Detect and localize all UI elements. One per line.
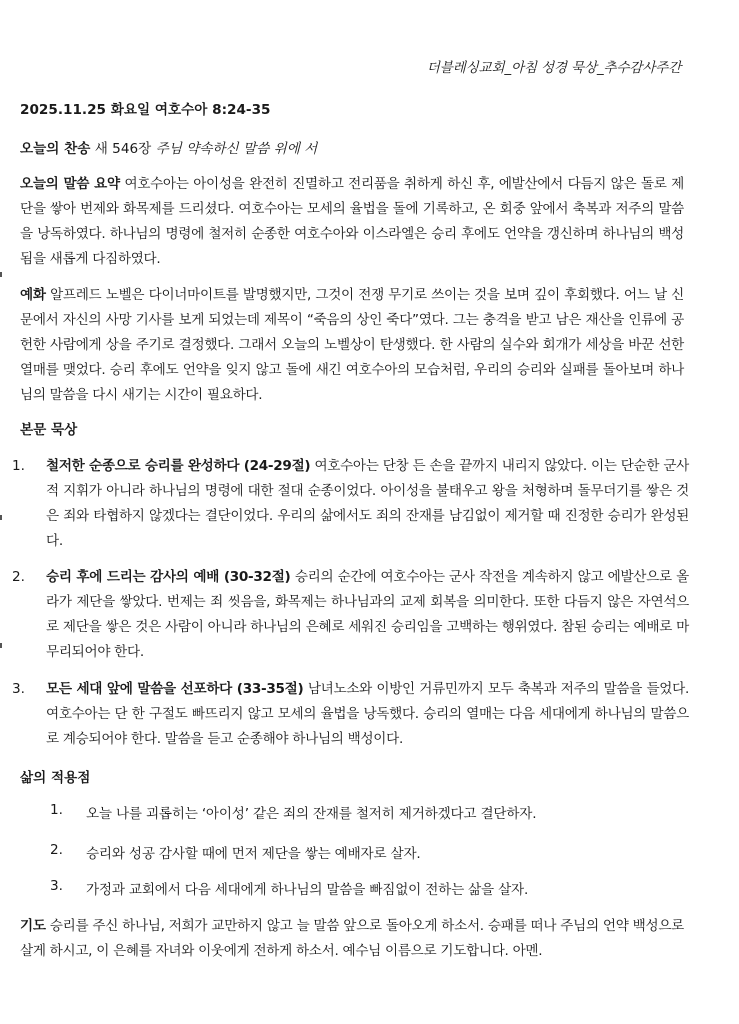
document-header: 더블레싱교회_아침 성경 묵상_추수감사주간 bbox=[426, 60, 681, 76]
margin-mark bbox=[0, 643, 2, 648]
meditation-item-number: 1. bbox=[12, 458, 25, 474]
application-item-text: 가정과 교회에서 다음 세대에게 하나님의 말씀을 빠짐없이 전하는 삶을 살자. bbox=[86, 882, 529, 898]
meditation-item-text: 남녀노소와 이방인 거류민까지 모두 축복과 저주의 말씀을 들었다. 여호수아는 단 한 구절도 빠뜨리지 않고 모세의 율법을 낭독했다. 승리의 열매는 다음 세대에게 하나님의 말씀으로 계승되어야 한다. 말씀을 듣고 순종해야 하나님의 백성이다. bbox=[46, 681, 689, 747]
application-item-text: 오늘 나를 괴롭히는 ‘아이성’ 같은 죄의 잔재를 철저히 제거하겠다고 결단하자. bbox=[86, 806, 537, 822]
meditation-item-text: 승리의 순간에 여호수아는 군사 작전을 계속하지 않고 에발산으로 올라가 제단을 쌓았다. 번제는 죄 씻음을, 화목제는 하나님과의 교제 회복을 의미한다. 또한 다듬지 않은 자연석으로 제단을 쌓은 것은 사람이 아니라 하나님의 은혜로 세워진 승리임을 고백하는 행위였다. 참된 승리는 예배로 마무리되어야 한다. bbox=[46, 569, 689, 660]
hymn-line bbox=[20, 137, 682, 157]
hymn-number: 새 546장 bbox=[94, 141, 152, 157]
application-item-number: 3. bbox=[50, 878, 63, 894]
meditation-item-heading: 모든 세대 앞에 말씀을 선포하다 (33-35절) bbox=[46, 681, 304, 697]
meditation-item-text: 여호수아는 단창 든 손을 끝까지 내리지 않았다. 이는 단순한 군사적 지휘가 아니라 하나님의 명령에 대한 절대 순종이었다. 아이성을 불태우고 왕을 처형하며 돌무더기를 쌓은 것은 죄와 타협하지 않겠다는 결단이었다. 우리의 삶에서도 죄의 잔재를 남김없이 제거할 때 진정한 승리가 완성된다. bbox=[46, 458, 689, 549]
prayer-paragraph bbox=[20, 914, 684, 964]
application-item-text: 승리와 성공 감사할 때에 먼저 제단을 쌓는 예배자로 살자. bbox=[86, 846, 421, 862]
hymn-label: 오늘의 찬송 bbox=[20, 141, 91, 157]
meditation-item-heading: 승리 후에 드리는 감사의 예배 (30-32절) bbox=[46, 569, 291, 585]
meditation-item-heading: 철저한 순종으로 승리를 완성하다 (24-29절) bbox=[46, 458, 311, 474]
meditation-title: 본문 묵상 bbox=[20, 422, 78, 438]
summary-label: 오늘의 말씀 요약 bbox=[20, 176, 120, 192]
illustration-text: 알프레드 노벨은 다이너마이트를 발명했지만, 그것이 전쟁 무기로 쓰이는 것을 보며 깊이 후회했다. 어느 날 신문에서 자신의 사망 기사를 보게 되었는데 제목이 “죽음의 상인 죽다”였다. 그는 충격을 받고 남은 재산을 인류에 공헌한 사람에게 상을 주기로 결정했다. 그래서 오늘의 노벨상이 탄생했다. 한 사람의 실수와 회개가 세상을 바꾼 선한 열매를 맺었다. 승리 후에도 언약을 잊지 않고 돌에 새긴 여호수아의 모습처럼, 우리의 승리와 실패를 돌아보며 하나님의 말씀을 다시 새기는 시간이 필요하다. bbox=[20, 287, 684, 403]
application-title: 삶의 적용점 bbox=[20, 770, 91, 786]
meditation-item-number: 2. bbox=[12, 569, 25, 585]
summary-paragraph bbox=[20, 172, 684, 272]
hymn-title: 주님 약속하신 말씀 위에 서 bbox=[155, 141, 318, 157]
summary-text: 여호수아는 아이성을 완전히 진멸하고 전리품을 취하게 하신 후, 에발산에서 다듬지 않은 돌로 제단을 쌓아 번제와 화목제를 드리셨다. 여호수아는 모세의 율법을 돌에 기록하고, 온 회중 앞에서 축복과 저주의 말씀을 낭독하였다. 하나님의 명령에 철저히 순종한 여호수아와 이스라엘은 승리 후에도 언약을 갱신하며 하나님의 백성 됨을 새롭게 다짐하였다. bbox=[20, 176, 685, 267]
meditation-item-number: 3. bbox=[12, 681, 25, 697]
illustration-label: 예화 bbox=[20, 287, 46, 303]
application-item-number: 2. bbox=[50, 842, 63, 858]
margin-mark bbox=[0, 272, 2, 277]
prayer-label: 기도 bbox=[20, 918, 46, 934]
prayer-text: 승리를 주신 하나님, 저희가 교만하지 않고 늘 말씀 앞으로 돌아오게 하소서. 승패를 떠나 주님의 언약 백성으로 살게 하시고, 이 은혜를 자녀와 이웃에게 전하게 하소서. 예수님 이름으로 기도합니다. 아멘. bbox=[20, 918, 684, 959]
date-line: 2025.11.25 화요일 여호수아 8:24-35 bbox=[20, 102, 271, 118]
margin-mark bbox=[0, 515, 2, 520]
application-item-number: 1. bbox=[50, 802, 63, 818]
illustration-paragraph bbox=[20, 283, 684, 408]
